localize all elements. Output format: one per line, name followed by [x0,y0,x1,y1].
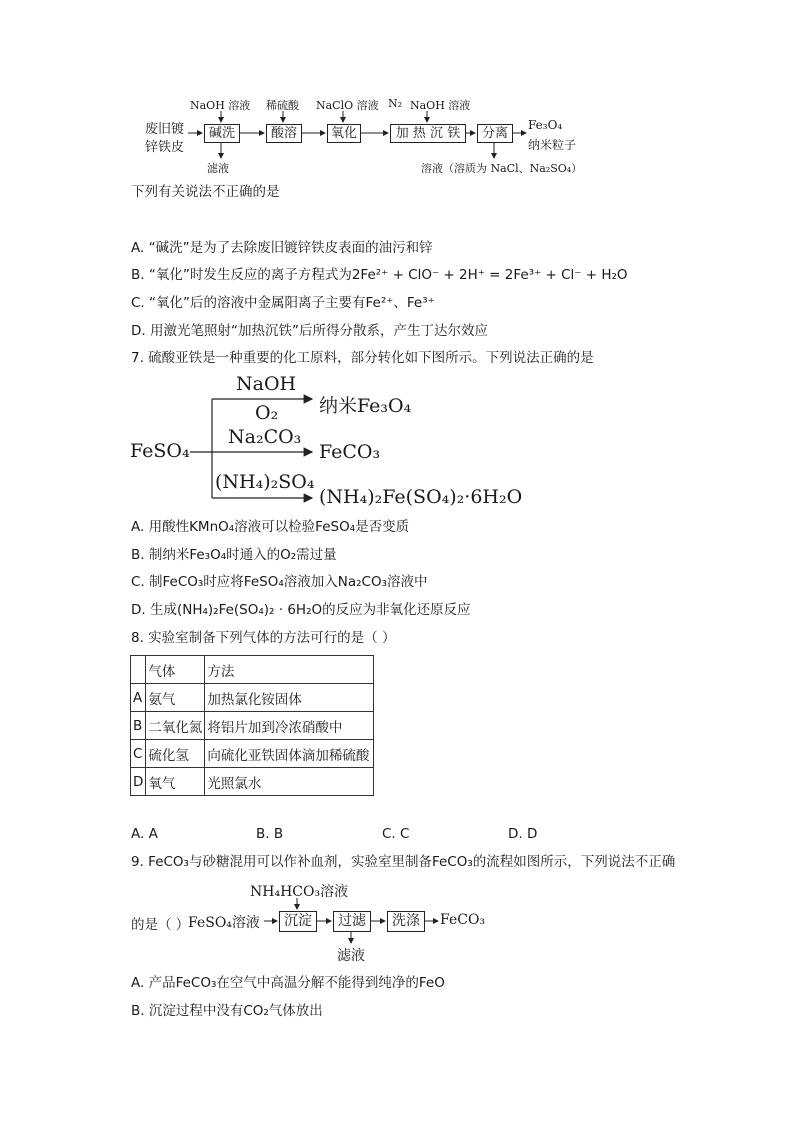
q6-step-5: 分离 [477,124,513,143]
q9-option-a[interactable]: A. 产品FeCO₃在空气中高温分解不能得到纯净的FeO [131,975,445,991]
q6-option-b[interactable]: B. “氧化”时发生反应的离子方程式为2Fe²⁺ + ClO⁻ + 2H⁺ = 2Fe³⁺ + Cl⁻ + H₂O [131,267,628,283]
q7-reagent-2: Na₂CO₃ [228,426,302,448]
q6-step-4: 加 热 沉 铁 [390,124,466,143]
q7-reagent-3: (NH₄)₂SO₄ [215,471,315,493]
q6-option-a[interactable]: A. “碱洗”是为了去除废旧镀锌铁皮表面的油污和锌 [131,240,433,256]
q6-reagent-3: NaClO 溶液 [316,99,379,112]
q7-reagent-1-bottom: O₂ [255,402,279,424]
q6-stem: 下列有关说法不正确的是 [131,184,280,200]
q7-option-b[interactable]: B. 制纳米Fe₃O₄时通入的O₂需过量 [131,547,337,563]
q8-stem: 8. 实验室制备下列气体的方法可行的是（ ） [131,630,396,646]
q8-choice-a[interactable]: A. A [131,826,158,842]
q8-choice-c[interactable]: C. C [382,826,410,842]
q9-flow-start: FeSO₄溶液 [188,915,260,931]
table-cell: 向硫化亚铁固体滴加稀硫酸 [205,740,374,768]
q7-product-1: 纳米Fe₃O₄ [319,395,412,417]
table-cell: 将铝片加到冷浓硝酸中 [205,712,374,740]
q7-option-c[interactable]: C. 制FeCO₃时应将FeSO₄溶液加入Na₂CO₃溶液中 [131,574,428,590]
table-header-cell: 方法 [205,656,374,684]
q6-product-line2: 纳米粒子 [528,138,577,152]
q9-flow-reagent: NH₄HCO₃溶液 [250,884,349,900]
table-cell: B [131,712,146,740]
q6-reagent-1: NaOH 溶液 [190,99,251,112]
q6-step-1: 碱洗 [204,124,240,143]
q6-flow-start-line2: 锌铁皮 [145,140,185,155]
table-cell: D [131,768,146,796]
q9-step-2: 过滤 [333,911,371,932]
q9-option-b[interactable]: B. 沉淀过程中没有CO₂气体放出 [131,1003,323,1019]
q7-option-a[interactable]: A. 用酸性KMnO₄溶液可以检验FeSO₄是否变质 [131,519,410,535]
q6-reagent-4: N₂ [388,97,403,110]
q6-option-d[interactable]: D. 用激光笔照射“加热沉铁”后所得分散系，产生丁达尔效应 [131,323,488,339]
q6-step-3: 氧化 [327,124,361,143]
table-cell: 加热氯化铵固体 [205,684,374,712]
q8-choice-b[interactable]: B. B [256,826,284,842]
table-cell: 光照氯水 [205,768,374,796]
q6-waste-2: 溶液（溶质为 NaCl、Na₂SO₄） [421,162,583,175]
q9-flow-waste: 滤液 [337,948,365,964]
table-cell: 二氧化氮 [146,712,205,740]
q6-reagent-5: NaOH 溶液 [410,99,471,112]
q9-flow-product: FeCO₃ [440,912,486,928]
q6-flow-start-line1: 废旧镀 [145,122,185,137]
q6-step-2: 酸溶 [266,124,302,143]
table-cell: A [131,684,146,712]
q6-option-c[interactable]: C. “氧化”后的溶液中金属阳离子主要有Fe²⁺、Fe³⁺ [131,295,435,311]
q7-product-2: FeCO₃ [319,441,381,463]
q8-choice-d[interactable]: D. D [508,826,538,842]
q7-option-d[interactable]: D. 生成(NH₄)₂Fe(SO₄)₂ · 6H₂O的反应为非氧化还原反应 [131,602,471,618]
table-cell: 氨气 [146,684,205,712]
table-cell: C [131,740,146,768]
table-cell: 硫化氢 [146,740,205,768]
q7-reagent-1-top: NaOH [236,373,297,395]
table-cell: 氧气 [146,768,205,796]
q7-stem: 7. 硫酸亚铁是一种重要的化工原料，部分转化如下图所示。下列说法正确的是 [131,350,594,366]
q6-product-line1: Fe₃O₄ [528,118,563,132]
q9-stem: 9. FeCO₃与砂糖混用可以作补血剂，实验室里制备FeCO₃的流程如图所示，下列说法不正确 [131,854,676,870]
table-header-cell: 气体 [146,656,205,684]
q6-reagent-2: 稀硫酸 [266,99,299,112]
q9-lead: 的是（ ） [131,917,190,933]
q9-step-3: 洗涤 [387,911,425,932]
q7-reactant: FeSO₄ [130,440,190,462]
q7-product-3: (NH₄)₂Fe(SO₄)₂·6H₂O [319,486,523,508]
q6-waste-1: 滤液 [207,162,229,175]
q9-step-1: 沉淀 [279,911,317,932]
